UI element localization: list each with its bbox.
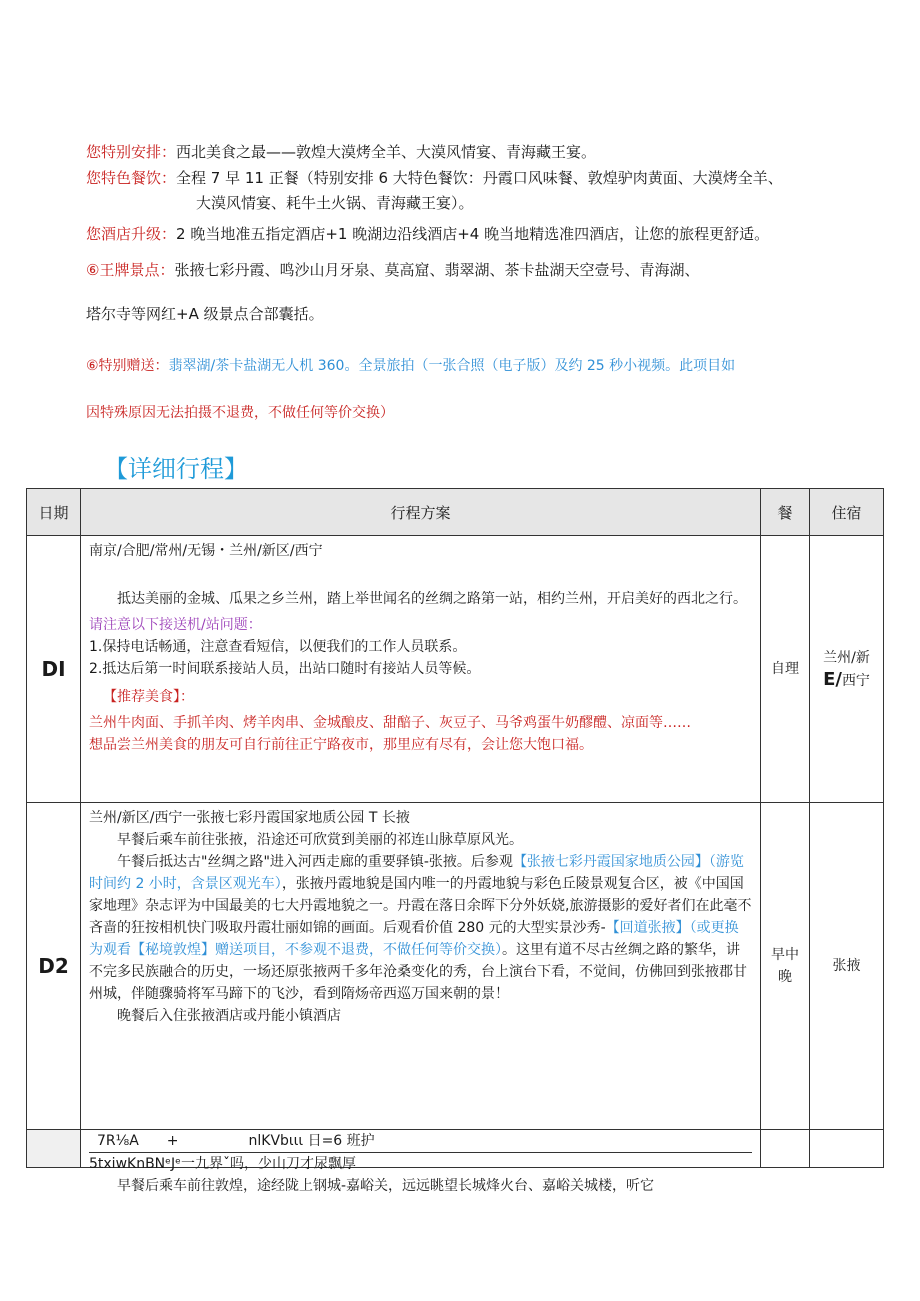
route: 兰州/新区/西宁一张掖七彩丹霞国家地质公园 T 长掖 — [89, 810, 410, 826]
meal-cell: 自理 — [761, 536, 810, 803]
header-hotel: 住宿 — [810, 489, 884, 536]
meal-text-1: 全程 7 早 11 正餐（特别安排 6 大特色餐饮：丹霞口风味餐、敦煌驴肉黄面、大漠烤全羊、 — [176, 169, 783, 187]
meal-line: 早中 — [771, 947, 799, 963]
show-note: 【回道张掖】（或更换为观看【秘境敦煌】赠送项目，不参观不退费，不做任何等价交换） — [89, 920, 739, 958]
meal-text-2: 大漠风情宴、耗牛土火锅、青海藏王宴）。 — [196, 194, 474, 212]
food-tip: 想品尝兰州美食的朋友可自行前往正宁路夜市，那里应有尽有，会让您大饱口福。 — [89, 737, 593, 753]
hotel-line — [810, 669, 883, 692]
special-label: 您特别安排： — [86, 143, 177, 161]
text-run: ，张掖丹霞地貌是国内唯一的丹霞地貌与彩色丘陵景观复合区，被《中国国家地理》杂志评为中国最美的七大丹霞地貌之一。丹霞在落日余晖下分外妖娆,旅游摄影的爱好者们在此毫不吝啬的狂按相机快门吸取丹霞壮丽如锦的画面。后观看价值 280 元的大型实景沙秀- — [89, 876, 752, 936]
highlight-special — [86, 141, 596, 163]
plan-cell — [81, 803, 761, 1130]
table-row-d2 — [27, 803, 884, 1130]
meal-cell-empty — [761, 1130, 810, 1168]
scenic-text-1: 张掖七彩丹霞、鸣沙山月牙泉、莫高窟、翡翠湖、茶卡盐湖天空壹号、青海湖、 — [174, 261, 700, 279]
meal-line: 晚 — [778, 969, 792, 985]
paragraph — [89, 851, 752, 1005]
highlight-meal — [86, 167, 783, 189]
meal-label: 您特色餐饮： — [86, 169, 177, 187]
table-row-d1 — [27, 536, 884, 803]
special-text: 西北美食之最——敦煌大漠烤全羊、大漠风情宴、青海藏王宴。 — [176, 143, 597, 161]
section-title: 【详细行程】 — [104, 455, 248, 483]
food-title: 【推荐美食】： — [103, 689, 194, 705]
hotel-cell-empty — [810, 1130, 884, 1168]
text-run: 。这里有道不尽古丝绸之路的繁华，讲不完多民族融合的历史，一场还原张掖两千多年沧桑变化的秀，台上演台下看，不觉间，仿佛回到张掖郡甘州城，伴随骤骑将军马蹄下的飞沙，看到隋炀帝西巡万国来朝的景！ — [89, 942, 747, 1002]
notice-item: 1.保持电话畅通，注意查看短信，以便我们的工作人员联系。 — [89, 639, 467, 655]
plan-cell — [81, 1130, 761, 1194]
header-plan: 行程方案 — [81, 489, 761, 536]
description: 抵达美丽的金城、瓜果之乡兰州，踏上举世闻名的丝绸之路第一站，相约兰州，开启美好的西北之行。 — [117, 591, 747, 607]
day-label: D2 — [27, 803, 81, 1130]
scenic-text-2: 塔尔寺等网红+A 级景点合部囊括。 — [86, 305, 324, 323]
highlight-hotel — [86, 223, 769, 245]
clipped-content — [89, 1130, 752, 1194]
paragraph: 早餐后乘车前往张掖，沿途还可欣赏到美丽的祁连山脉草原风光。 — [117, 832, 523, 848]
hotel-label: 您酒店升级： — [86, 225, 177, 243]
plan-cell — [81, 536, 761, 803]
paragraph: 早餐后乘车前往敦煌，途经陇上钢城-嘉峪关，远远眺望长城烽火台、嘉峪关城楼，听它 — [117, 1178, 655, 1194]
hotel-cell: 张掖 — [810, 803, 884, 1130]
route: 7R⅛A + nlKVbιιι 日=6 班护 — [89, 1130, 752, 1153]
highlight-gift — [86, 355, 735, 377]
scenic-label: ⑥王牌景点： — [86, 261, 175, 279]
attraction-link: 【张掖七彩丹霞国家地质公园】（游览时间约 2 小时，含景区观光车） — [89, 854, 744, 892]
header-date: 日期 — [27, 489, 81, 536]
hotel-line: 兰州/新 — [823, 649, 870, 666]
hotel-fragment: 西宁 — [841, 672, 870, 689]
notice-title: 请注意以下接送机/站问题： — [89, 617, 262, 633]
header-meal: 餐 — [761, 489, 810, 536]
hotel-text: 2 晚当地准五指定酒店+1 晚湖边沿线酒店+4 晚当地精选准四酒店，让您的旅程更舒适。 — [176, 225, 770, 243]
route-secondary: 5txiwKnBNᵉJᵉ一九界ˇ吗，少山刀才尿飘厚 — [89, 1156, 356, 1172]
gift-note: 因特殊原因无法拍摄不退费，不做任何等价交换） — [86, 405, 394, 421]
table-header-row — [27, 489, 884, 536]
day-label-empty — [27, 1130, 81, 1168]
notice-item: 2.抵达后第一时间联系接站人员，出站口随时有接站人员等候。 — [89, 661, 481, 677]
day-label: DI — [27, 536, 81, 803]
meal-cell — [761, 803, 810, 1130]
text-run: 午餐后抵达古"丝绸之路"进入河西走廊的重要驿镇-张掖。后参观 — [117, 854, 513, 870]
gift-text: 翡翠湖/茶卡盐湖无人机 360。全景旅拍（一张合照（电子版）及约 25 秒小视频。此项目如 — [168, 358, 736, 374]
food-list: 兰州牛肉面、手抓羊肉、烤羊肉串、金城酿皮、甜醅子、灰豆子、马爷鸡蛋牛奶醪醴、凉面等…… — [89, 715, 691, 731]
gift-label: ⑥特别赠送： — [86, 358, 169, 374]
hotel-fragment: E/ — [823, 668, 842, 690]
table-row-d3 — [27, 1130, 884, 1168]
highlight-scenic — [86, 259, 699, 281]
itinerary-table — [26, 488, 884, 1194]
hotel-cell — [810, 536, 884, 803]
route: 南京/合肥/常州/无锡・兰州/新区/西宁 — [89, 543, 323, 559]
paragraph: 晚餐后入住张掖酒店或丹能小镇酒店 — [117, 1008, 341, 1024]
